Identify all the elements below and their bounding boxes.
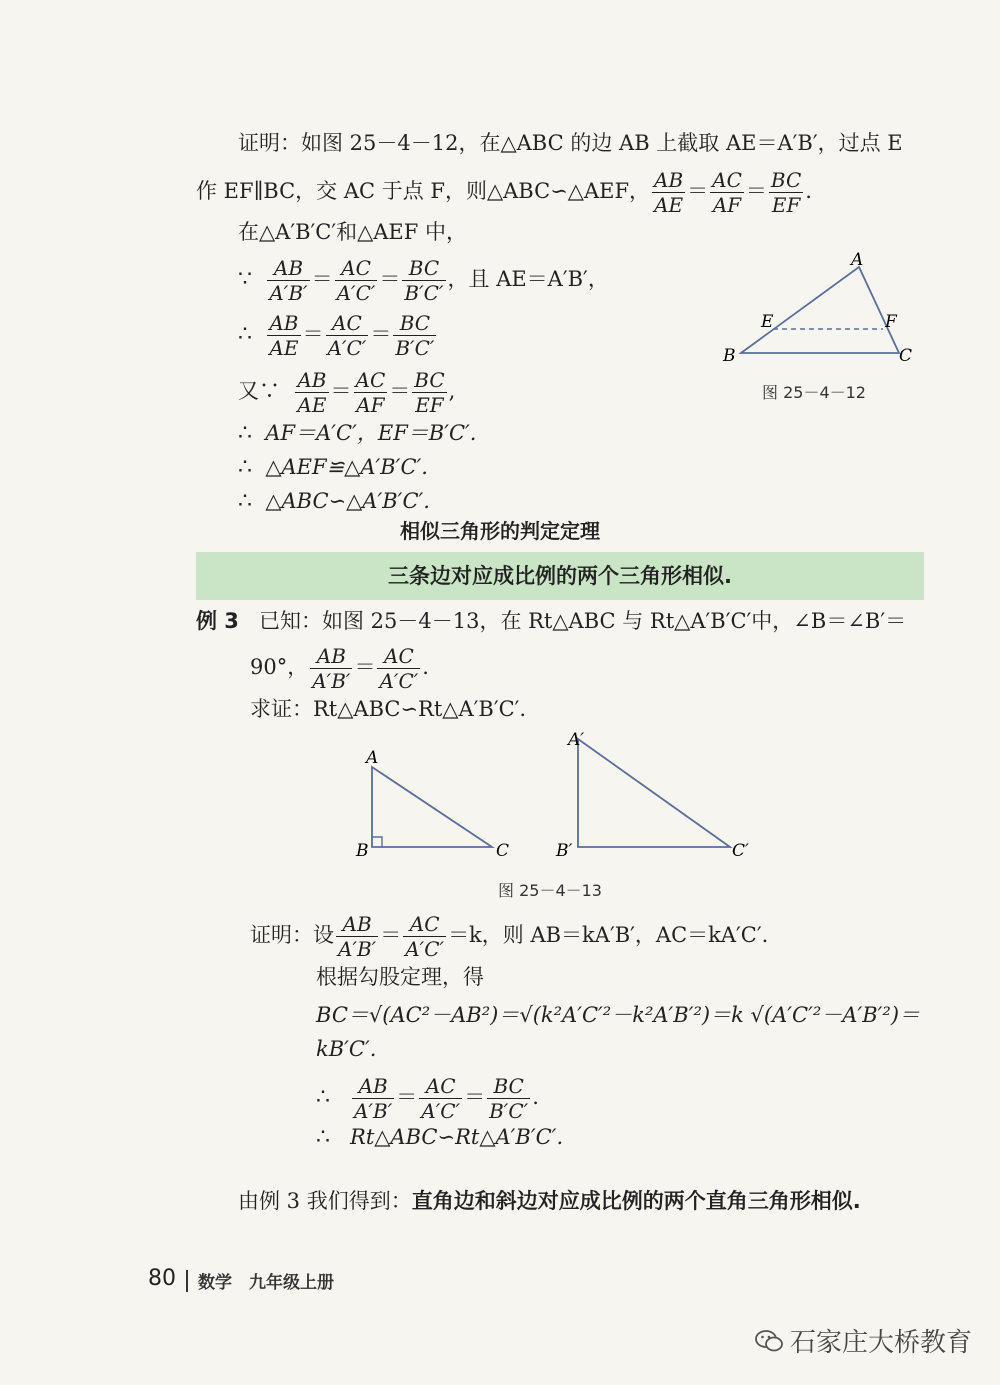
label-b: B bbox=[356, 841, 369, 861]
therefore-symbol: ∴ bbox=[238, 489, 252, 514]
proof1-line7 bbox=[238, 418, 476, 449]
denominator: A′C′ bbox=[405, 937, 445, 961]
theorem-text: 三条边对应成比例的两个三角形相似. bbox=[388, 564, 732, 588]
proof2-line1-text: 证明：设 bbox=[250, 923, 334, 947]
fraction bbox=[267, 258, 309, 303]
denominator: A′B′ bbox=[338, 937, 377, 961]
label-e: E bbox=[761, 312, 774, 332]
proof1-line7-text: AF＝A′C′，EF＝B′C′. bbox=[265, 421, 477, 445]
numerator: AC bbox=[425, 1074, 456, 1098]
numerator: AB bbox=[316, 644, 346, 668]
label-b-prime: B′ bbox=[556, 841, 573, 861]
label-a-prime: A′ bbox=[568, 730, 585, 750]
label-f: F bbox=[885, 312, 897, 332]
fraction bbox=[412, 370, 446, 415]
numerator: AB bbox=[654, 168, 684, 192]
page-number: 80 bbox=[148, 1266, 176, 1291]
proof2-line5: ∴ $\frac{AB}{A'B'}$ ＝ $\frac{AC}{A'C'}$ ＝ $\frac{BC}{B'C'}$ . bbox=[316, 1074, 539, 1123]
denominator: A′C′ bbox=[336, 281, 376, 305]
denominator: A′C′ bbox=[379, 669, 419, 693]
example3-line1 bbox=[196, 606, 906, 636]
denominator: A′C′ bbox=[327, 336, 367, 360]
therefore-symbol: ∴ bbox=[316, 1085, 330, 1110]
numerator: BC bbox=[399, 311, 431, 335]
fraction bbox=[393, 313, 436, 358]
denominator: EF bbox=[412, 392, 446, 415]
numerator: AB bbox=[342, 912, 372, 936]
proof1-line2: 作 EF∥BC，交 AC 于点 F，则△ABC∽△AEF， $\frac{AB}{AE}$ ＝ $\frac{AC}{AF}$ ＝ $\frac{BC}{EF}$ . bbox=[196, 168, 812, 217]
proof2-line2: 根据勾股定理，得 bbox=[316, 965, 484, 989]
proof1-line6: 又∵ $\frac{AB}{AE}$ ＝ $\frac{AC}{AF}$ ＝ $\frac{BC}{EF}$ , bbox=[238, 368, 456, 417]
denominator: AE bbox=[652, 192, 685, 215]
fraction bbox=[710, 170, 744, 215]
numerator: AB bbox=[269, 311, 299, 335]
fraction bbox=[295, 370, 328, 415]
numerator: AC bbox=[384, 644, 414, 668]
denominator: AE bbox=[267, 335, 300, 358]
fraction bbox=[402, 258, 445, 303]
proof2-line4: kB′C′. bbox=[316, 1037, 377, 1061]
denominator: A′B′ bbox=[354, 1099, 393, 1123]
denominator: A′C′ bbox=[421, 1099, 461, 1123]
wechat-icon bbox=[754, 1328, 784, 1354]
proof1-line8 bbox=[238, 452, 428, 483]
label-b: B bbox=[723, 346, 736, 366]
triangle-abc bbox=[372, 767, 492, 847]
theorem-title: 相似三角形的判定定理 bbox=[400, 519, 600, 543]
fraction bbox=[419, 1076, 462, 1121]
numerator: BC bbox=[408, 256, 440, 280]
figure-caption-2: 图 25－4－13 bbox=[498, 881, 602, 900]
therefore-symbol: ∴ bbox=[316, 1125, 330, 1150]
fraction bbox=[377, 646, 420, 691]
proof1-line9 bbox=[238, 486, 430, 517]
fraction bbox=[354, 370, 388, 415]
therefore-symbol: ∴ bbox=[238, 322, 252, 347]
triangle-a2b2c2 bbox=[578, 739, 730, 847]
label-c-prime: C′ bbox=[732, 841, 749, 861]
denominator: AF bbox=[710, 192, 744, 215]
numerator: BC bbox=[493, 1074, 524, 1098]
fraction bbox=[352, 1076, 394, 1121]
proof2-line6 bbox=[316, 1122, 563, 1153]
therefore-symbol: ∴ bbox=[238, 455, 252, 480]
right-angle-mark bbox=[372, 837, 382, 847]
therefore-symbol: ∴ bbox=[238, 421, 252, 446]
footer-divider bbox=[186, 1270, 188, 1292]
example3-line3: 求证：Rt△ABC∽Rt△A′B′C′. bbox=[250, 697, 527, 721]
proof2-line1-post: ＝k，则 AB＝kA′B′，AC＝kA′C′. bbox=[448, 923, 769, 947]
numerator: AC bbox=[355, 368, 386, 392]
numerator: AC bbox=[409, 912, 440, 936]
label-c: C bbox=[496, 841, 510, 861]
numerator: AC bbox=[332, 311, 362, 335]
conclusion bbox=[238, 1186, 861, 1216]
proof1-line3: 在△A′B′C′和△AEF 中， bbox=[238, 220, 468, 244]
proof1-line2-text: 作 EF∥BC，交 AC 于点 F，则△ABC∽△AEF， bbox=[196, 179, 651, 203]
numerator: BC bbox=[414, 368, 445, 392]
fraction bbox=[652, 170, 685, 215]
because-symbol: ∵ bbox=[238, 267, 252, 292]
label-c: C bbox=[899, 346, 913, 366]
fraction bbox=[487, 1076, 530, 1121]
denominator: B′C′ bbox=[395, 336, 435, 360]
triangle-abc bbox=[741, 267, 899, 353]
label-a: A bbox=[366, 748, 379, 768]
proof1-line9-text: △ABC∽△A′B′C′. bbox=[265, 489, 430, 513]
proof2-line3: BC＝√(AC²－AB²)＝√(k²A′C′²－k²A′B′²)＝k √(A′C′²－A′B′²)＝ bbox=[316, 1003, 921, 1027]
figure-25-4-13 bbox=[350, 725, 770, 865]
numerator: AC bbox=[341, 256, 371, 280]
numerator: AB bbox=[273, 256, 304, 280]
watermark-text: 石家庄大桥教育 bbox=[789, 1328, 972, 1358]
fraction bbox=[403, 914, 446, 959]
proof1-line8-text: △AEF≌△A′B′C′. bbox=[265, 455, 428, 479]
fraction bbox=[769, 170, 803, 215]
denominator: EF bbox=[769, 192, 803, 215]
conclusion-prefix: 由例 3 我们得到： bbox=[238, 1189, 412, 1213]
fraction bbox=[310, 646, 352, 691]
book-title: 数学 九年级上册 bbox=[198, 1273, 334, 1293]
denominator: A′B′ bbox=[312, 669, 351, 693]
proof1-line4-text: ，且 AE＝A′B′， bbox=[447, 267, 609, 291]
example3-line2-text: 90°， bbox=[250, 655, 309, 679]
example3-line2: 90°， $\frac{AB}{A'B'}$ ＝ $\frac{AC}{A'C'}$ . bbox=[250, 644, 429, 693]
proof2-line1: 证明：设 $\frac{AB}{A'B'}$ ＝ $\frac{AC}{A'C'}$ ＝k，则 AB＝kA′B′，AC＝kA′C′. bbox=[250, 912, 769, 961]
conclusion-statement: 直角边和斜边对应成比例的两个直角三角形相似. bbox=[411, 1189, 861, 1213]
figure-25-4-12 bbox=[715, 245, 925, 375]
denominator: A′B′ bbox=[269, 281, 308, 305]
denominator: AE bbox=[295, 392, 328, 415]
proof2-line6-text: Rt△ABC∽Rt△A′B′C′. bbox=[350, 1125, 564, 1149]
denominator: B′C′ bbox=[489, 1099, 529, 1123]
example3-line1-text: 已知：如图 25－4－13，在 Rt△ABC 与 Rt△A′B′C′中，∠B＝∠B′＝ bbox=[258, 609, 907, 633]
watermark bbox=[754, 1322, 972, 1359]
proof1-line1: 证明：如图 25－4－12，在△ABC 的边 AB 上截取 AE＝A′B′，过点 E bbox=[238, 131, 903, 155]
numerator: AC bbox=[712, 168, 742, 192]
figure-caption-1: 图 25－4－12 bbox=[762, 383, 866, 402]
numerator: AB bbox=[297, 368, 327, 392]
label-a: A bbox=[851, 250, 864, 270]
fraction bbox=[336, 914, 378, 959]
denominator: AF bbox=[354, 392, 388, 415]
proof1-line5: ∴ $\frac{AB}{AE}$ ＝ $\frac{AC}{A'C'}$ ＝ $\frac{BC}{B'C'}$ bbox=[238, 311, 435, 360]
proof1-line4: ∵ $\frac{AB}{A'B'}$ ＝ $\frac{AC}{A'C'}$ ＝ $\frac{BC}{B'C'}$ ，且 AE＝A′B′， bbox=[238, 256, 609, 305]
example3-label: 例 3 bbox=[196, 609, 239, 633]
denominator: B′C′ bbox=[404, 281, 444, 305]
proof1-line6-text: 又∵ bbox=[238, 379, 280, 403]
fraction bbox=[326, 313, 369, 358]
fraction bbox=[267, 313, 300, 358]
numerator: AB bbox=[358, 1074, 388, 1098]
numerator: BC bbox=[770, 168, 802, 192]
fraction bbox=[335, 258, 378, 303]
